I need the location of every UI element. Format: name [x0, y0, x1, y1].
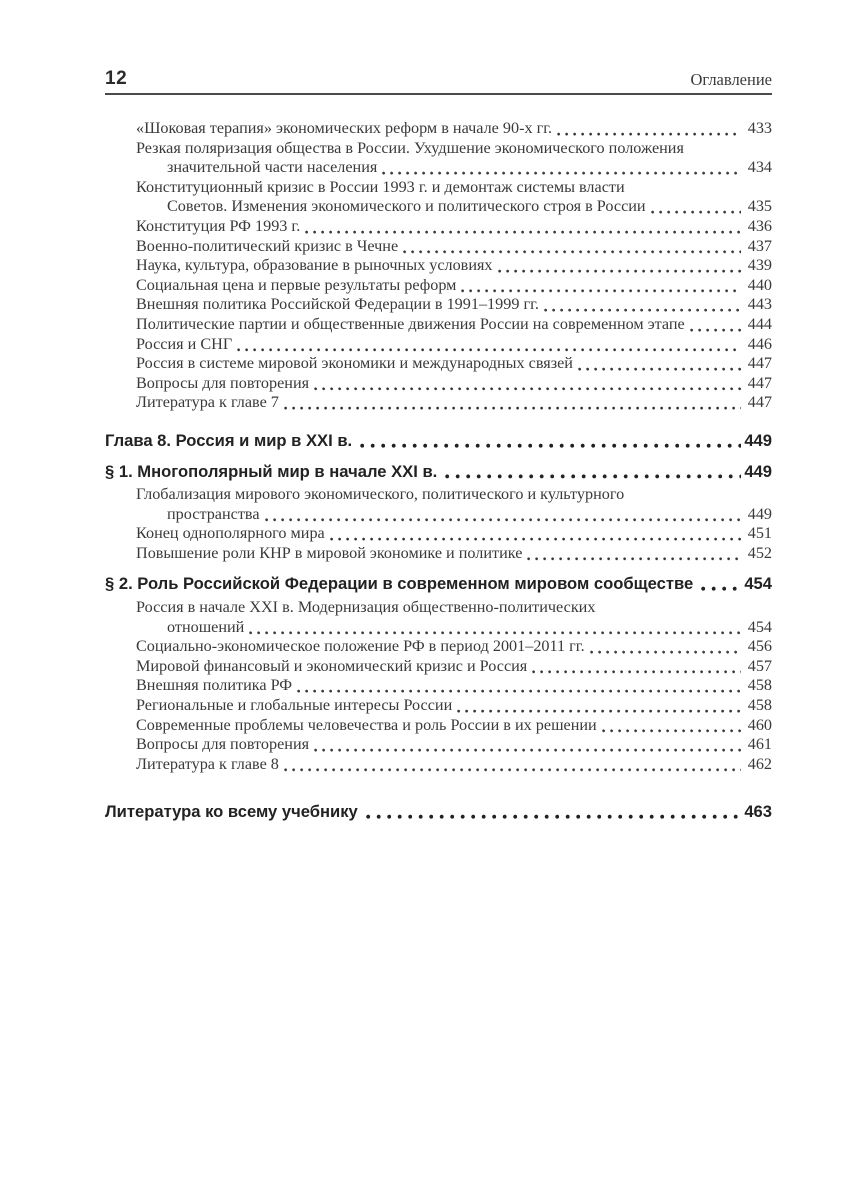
toc-entry-text: § 1. Многополярный мир в начале XXI в.	[105, 461, 438, 481]
toc-entry	[105, 462, 772, 482]
toc-entry	[105, 393, 772, 413]
toc-entry	[105, 237, 772, 257]
toc-list	[105, 119, 772, 822]
toc-entry-page: 443	[747, 295, 772, 314]
toc-entry-page: 452	[747, 543, 772, 562]
toc-entry-text: Россия в системе мировой экономики и международных связей	[136, 354, 573, 373]
toc-entry-page: 436	[747, 216, 772, 235]
dot-leader	[249, 618, 741, 638]
toc-entry	[105, 696, 772, 716]
toc-entry-text: Конституционный кризис в России 1993 г. и демонтаж системы власти	[136, 177, 625, 196]
running-title: Оглавление	[690, 70, 772, 89]
dot-leader	[284, 393, 741, 413]
toc-entry	[105, 354, 772, 374]
toc-entry	[105, 637, 772, 657]
dot-leader	[445, 462, 741, 482]
toc-entry	[105, 295, 772, 315]
toc-entry-page: 449	[747, 504, 772, 523]
dot-leader	[305, 217, 741, 237]
dot-leader	[532, 657, 741, 677]
dot-leader	[403, 237, 741, 257]
toc-entry-page: 447	[747, 354, 772, 373]
toc-entry-text: значительной части населения	[167, 158, 378, 177]
toc-entry-text: «Шоковая терапия» экономических реформ в начале 90-х гг.	[136, 119, 553, 137]
dot-leader	[498, 256, 741, 276]
toc-entry-text: Резкая поляризация общества в России. Ухудшение экономического положения	[136, 138, 684, 157]
toc-entry	[105, 217, 772, 237]
dot-leader	[544, 295, 741, 315]
toc-entry-page: 433	[747, 119, 772, 137]
dot-leader	[590, 637, 741, 657]
toc-entry-page: 444	[747, 314, 772, 333]
dot-leader	[651, 197, 741, 217]
toc-entry-text: Мировой финансовый и экономический кризис и Россия	[136, 656, 528, 675]
toc-entry-text: Политические партии и общественные движения России на современном этапе	[136, 314, 685, 333]
toc-entry	[105, 485, 772, 524]
toc-entry	[105, 574, 772, 594]
toc-entry	[105, 802, 772, 822]
dot-leader	[557, 119, 741, 139]
toc-entry-text: Внешняя политика Российской Федерации в 1991–1999 гг.	[136, 295, 539, 314]
toc-entry-text: Военно-политический кризис в Чечне	[136, 236, 399, 255]
dot-leader	[457, 696, 741, 716]
toc-entry-text: Россия и СНГ	[136, 334, 233, 353]
dot-leader	[578, 354, 741, 374]
toc-entry	[105, 139, 772, 178]
toc-entry-page: 462	[747, 754, 772, 773]
toc-entry	[105, 315, 772, 335]
toc-entry-text: Социальная цена и первые результаты реформ	[136, 275, 457, 294]
toc-entry	[105, 755, 772, 775]
toc-entry-page: 435	[747, 197, 772, 216]
toc-entry-text: Литература к главе 7	[136, 393, 279, 412]
toc-entry-text: Вопросы для повторения	[136, 373, 310, 392]
toc-entry-page: 447	[747, 393, 772, 412]
toc-entry-page: 458	[747, 696, 772, 715]
toc-entry-page: 460	[747, 715, 772, 734]
toc-entry-page: 456	[747, 637, 772, 656]
toc-entry	[105, 431, 772, 451]
toc-entry-page: 449	[744, 461, 772, 481]
dot-leader	[461, 276, 741, 296]
page-header	[105, 0, 772, 88]
toc-entry	[105, 676, 772, 696]
toc-entry-text: Советов. Изменения экономического и политического строя в России	[167, 197, 646, 216]
toc-entry	[105, 335, 772, 355]
toc-entry-page: 437	[747, 236, 772, 255]
toc-entry-text: Вопросы для повторения	[136, 735, 310, 754]
dot-leader	[382, 158, 741, 178]
toc-entry-text: пространства	[167, 504, 260, 523]
toc-entry-text: Конституция РФ 1993 г.	[136, 216, 301, 235]
toc-entry-text: Глава 8. Россия и мир в XXI в.	[105, 430, 353, 450]
toc-entry	[105, 524, 772, 544]
toc-entry-text: Россия в начале XXI в. Модернизация общественно-политических	[136, 598, 596, 617]
toc-entry-page: 454	[747, 617, 772, 636]
toc-entry-text: Повышение роли КНР в мировой экономике и политике	[136, 543, 523, 562]
toc-entry	[105, 657, 772, 677]
toc-entry-text: Региональные и глобальные интересы России	[136, 696, 453, 715]
dot-leader	[366, 802, 741, 822]
toc-entry-page: 440	[747, 275, 772, 294]
toc-entry	[105, 276, 772, 296]
page-content	[105, 0, 772, 822]
toc-entry-page: 446	[747, 334, 772, 353]
toc-entry-text: Конец однополярного мира	[136, 524, 325, 543]
toc-entry-text: Социально-экономическое положение РФ в период 2001–2011 гг.	[136, 637, 585, 656]
dot-leader	[527, 544, 741, 564]
toc-entry	[105, 178, 772, 217]
toc-entry	[105, 119, 772, 139]
toc-entry-text: Внешняя политика РФ	[136, 676, 293, 695]
toc-entry-text: Наука, культура, образование в рыночных условиях	[136, 256, 493, 275]
toc-entry-text: отношений	[167, 617, 245, 636]
toc-entry	[105, 544, 772, 564]
dot-leader	[314, 374, 741, 394]
toc-entry	[105, 735, 772, 755]
dot-leader	[237, 335, 741, 355]
header-rule	[105, 93, 772, 95]
dot-leader	[330, 524, 741, 544]
toc-entry-text: Литература ко всему учебнику	[105, 802, 358, 822]
page-number: 12	[105, 68, 128, 89]
dot-leader	[360, 431, 741, 451]
toc-entry-page: 458	[747, 676, 772, 695]
toc-entry	[105, 374, 772, 394]
toc-entry-page: 439	[747, 256, 772, 275]
dot-leader	[602, 716, 741, 736]
dot-leader	[265, 505, 741, 525]
toc-entry-page: 454	[744, 574, 772, 594]
dot-leader	[314, 735, 741, 755]
toc-entry-page: 447	[747, 373, 772, 392]
dot-leader	[297, 676, 741, 696]
toc-entry-page: 461	[747, 735, 772, 754]
toc-entry-page: 449	[744, 430, 772, 450]
toc-entry-text: Современные проблемы человечества и роль России в их решении	[136, 715, 597, 734]
toc-entry-page: 457	[747, 656, 772, 675]
toc-entry	[105, 256, 772, 276]
toc-entry-page: 463	[744, 802, 772, 822]
dot-leader	[690, 315, 741, 335]
toc-entry-page: 451	[747, 524, 772, 543]
dot-leader	[284, 755, 741, 775]
toc-entry	[105, 716, 772, 736]
toc-entry-text: Литература к главе 8	[136, 754, 279, 773]
toc-entry-text: § 2. Роль Российской Федерации в современном мировом сообществе	[105, 574, 694, 594]
toc-entry	[105, 598, 772, 637]
dot-leader	[701, 574, 741, 594]
toc-entry-page: 434	[747, 158, 772, 177]
toc-entry-text: Глобализация мирового экономического, политического и культурного	[136, 485, 625, 504]
